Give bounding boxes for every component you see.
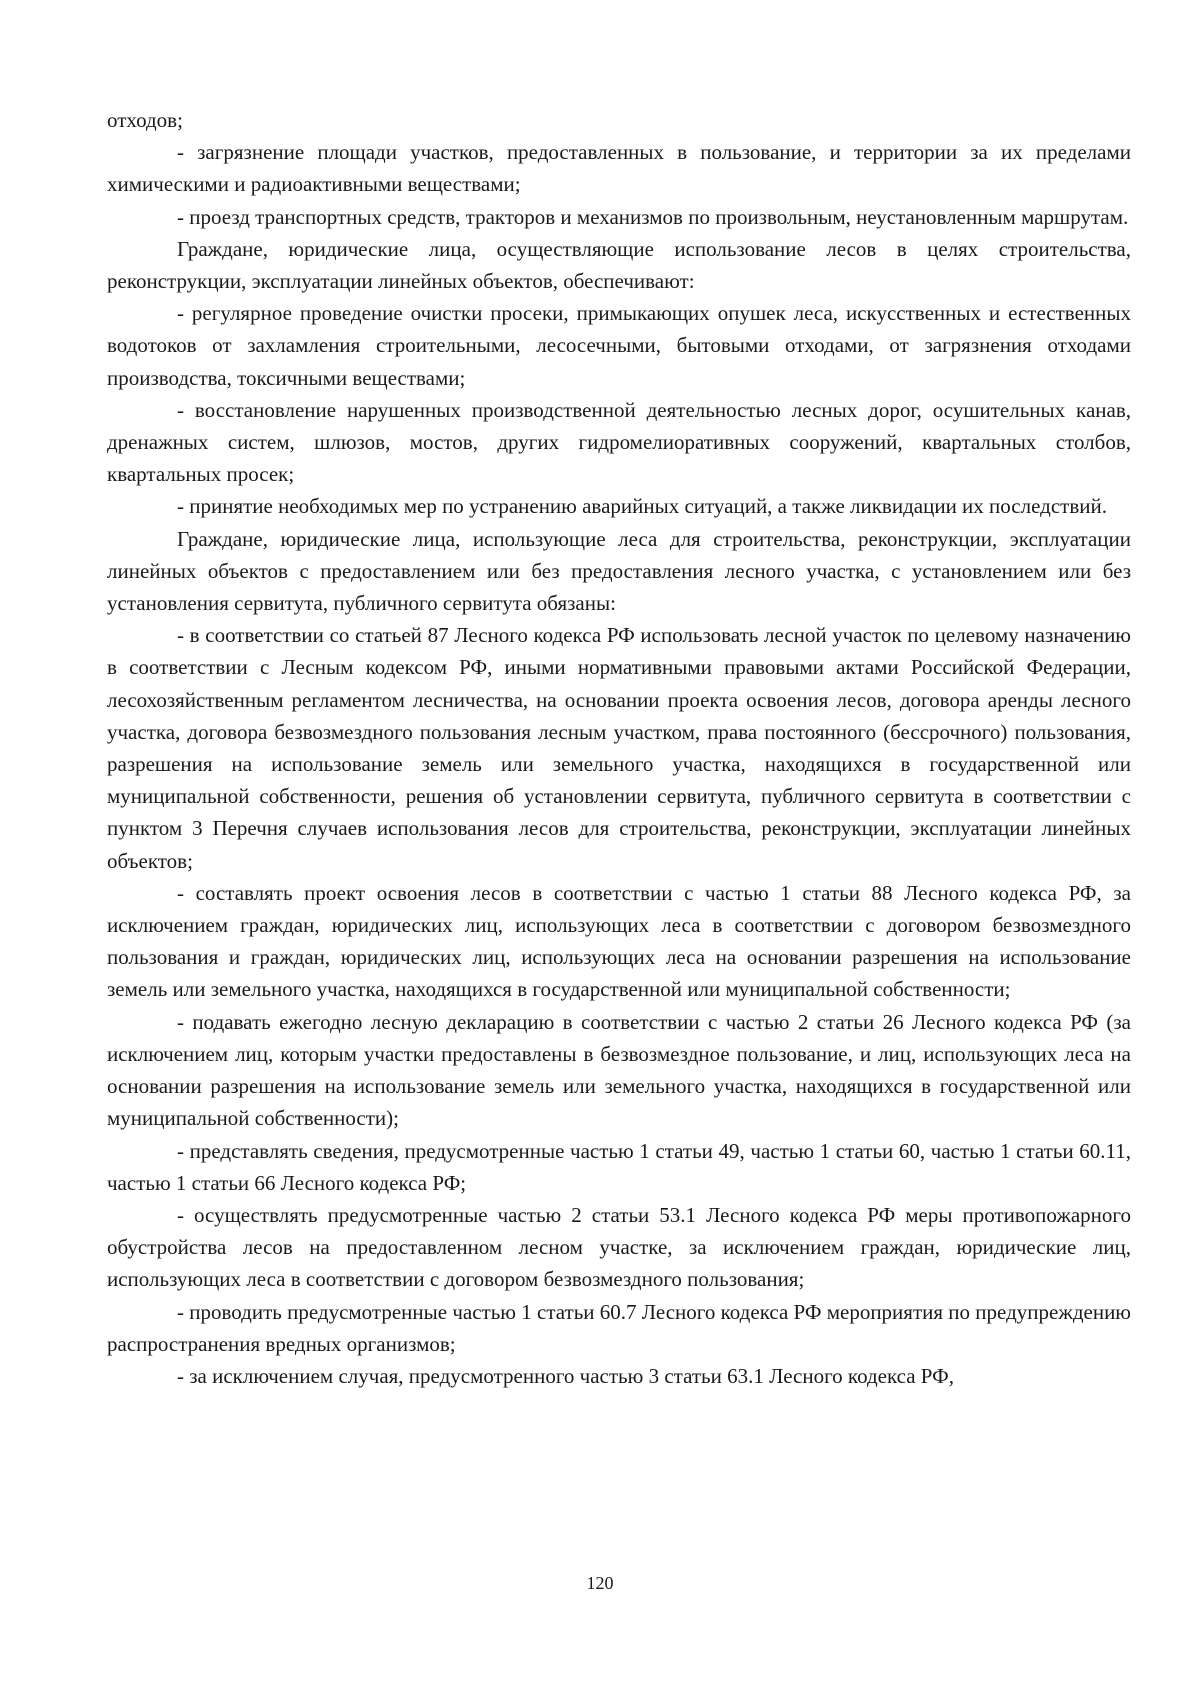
paragraph-5: - регулярное проведение очистки просеки, примыкающих опушек леса, искусственных и естественных водотоков от захламления строительными, лесосечными, бытовыми отходами, от загрязнения отходами производства, токсичными веществами; [107,301,1131,390]
paragraph-15: - за исключением случая, предусмотренного частью 3 статьи 63.1 Лесного кодекса РФ, [177,1363,954,1388]
paragraph-10: - составлять проект освоения лесов в соответствии с частью 1 статьи 88 Лесного кодекса РФ, за исключением граждан, юридических лиц, использующих леса в соответствии с договором безвозмездного пользования и граждан, юридических лиц, использующих леса на основании разрешения на использование земель или земельного участка, находящихся в государственной или муниципальной собственности; [107,880,1131,1002]
paragraph-1: отходов; [107,108,183,132]
paragraph-8: Граждане, юридические лица, использующие леса для строительства, реконструкции, эксплуатации линейных объектов с предоставлением или без предоставления лесного участка, с установлением или без установления сервитута, публичного сервитута обязаны: [107,526,1131,616]
paragraph-3: - проезд транспортных средств, тракторов и механизмов по произвольным, неустановленным маршрутам. [177,204,1129,229]
paragraph-6: - восстановление нарушенных производственной деятельностью лесных дорог, осушительных канав, дренажных систем, шлюзов, мостов, других гидромелиоративных сооружений, квартальных столбов, квартальных просек; [107,397,1131,487]
page-number: 120 [586,1573,614,1593]
paragraph-2: - загрязнение площади участков, предоставленных в пользование, и территории за их пределами химическими и радиоактивными веществами; [107,140,1131,197]
paragraph-11: - подавать ежегодно лесную декларацию в соответствии с частью 2 статьи 26 Лесного кодекса РФ (за исключением лиц, которым участки предоставлены в безвозмездное пользование, и лиц, использующих леса на основании разрешения на использование земель или земельного участка, находящихся в государственной или муниципальной собственности); [107,1009,1131,1131]
paragraph-14: - проводить предусмотренные частью 1 статьи 60.7 Лесного кодекса РФ мероприятия по предупреждению распространения вредных организмов; [107,1299,1131,1356]
paragraph-12: - представлять сведения, предусмотренные частью 1 статьи 49, частью 1 статьи 60, частью 1 статьи 60.11, частью 1 статьи 66 Лесного кодекса РФ; [107,1138,1131,1195]
paragraph-9: - в соответствии со статьей 87 Лесного кодекса РФ использовать лесной участок по целевому назначению в соответствии с Лесным кодексом РФ, иными нормативными правовыми актами Российской Федерации, лесохозяйственным регламентом лесничества, на основании проекта освоения лесов, договора аренды лесного участка, договора безвозмездного пользования лесным участком, права постоянного (бессрочного) пользования, разрешения на использование земель или земельного участка, находящихся в государственной или муниципальной собственности, решения об установлении сервитута, публичного сервитута в соответствии с пунктом 3 Перечня случаев использования лесов для строительства, реконструкции, эксплуатации линейных объектов; [107,623,1131,873]
paragraph-4: Граждане, юридические лица, осуществляющие использование лесов в целях строительства, реконструкции, эксплуатации линейных объектов, обеспечивают: [107,236,1131,294]
paragraph-7: - принятие необходимых мер по устранению аварийных ситуаций, а также ликвидации их последствий. [177,494,1107,519]
document-body [107,104,1131,1392]
paragraph-13: - осуществлять предусмотренные частью 2 статьи 53.1 Лесного кодекса РФ меры противопожарного обустройства лесов на предоставленном лесном участке, за исключением граждан, юридические лиц, использующих леса в соответствии с договором безвозмездного пользования; [107,1202,1131,1292]
